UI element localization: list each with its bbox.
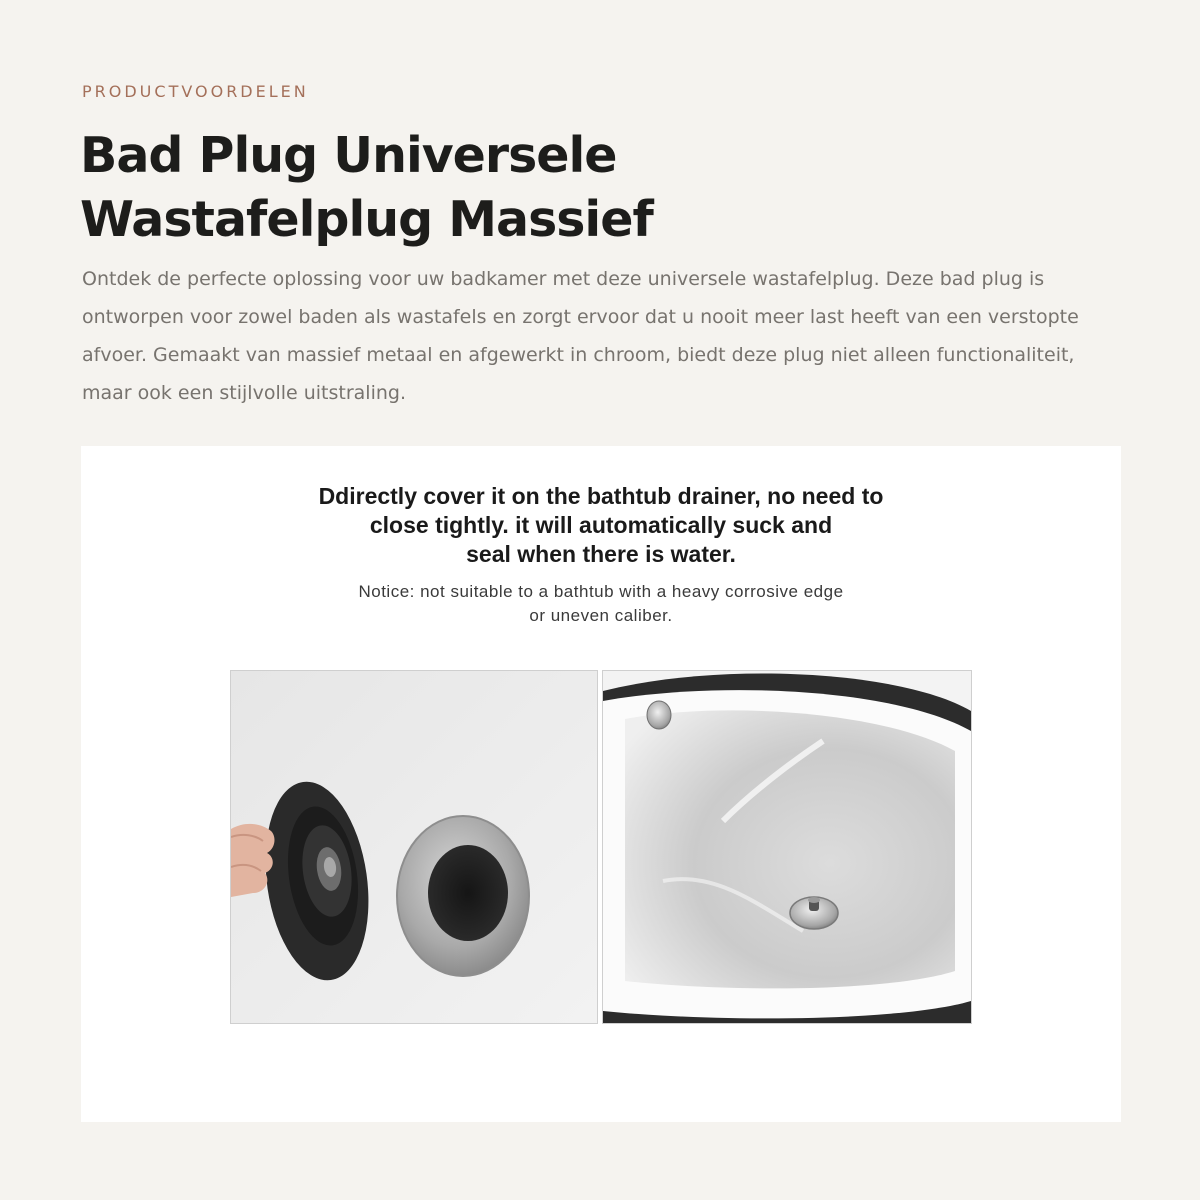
plug-and-drain-photo: [230, 670, 598, 1024]
page-title: [80, 124, 980, 252]
image-headline-line-2: close tightly. it will automatically suck and: [369, 512, 833, 538]
image-notice-line-2: or uneven caliber.: [529, 606, 673, 625]
page-title-line-1: Bad Plug Universele: [80, 127, 617, 184]
section-eyebrow: PRODUCTVOORDELEN: [82, 82, 309, 101]
image-headline-line-1: Ddirectly cover it on the bathtub drainer, no need to: [318, 483, 884, 509]
page-title-line-2: Wastafelplug Massief: [80, 191, 653, 248]
image-notice-line-1: Notice: not suitable to a bathtub with a heavy corrosive edge: [358, 582, 844, 601]
image-headline-line-3: seal when there is water.: [466, 541, 736, 567]
product-description: Ontdek de perfecte oplossing voor uw badkamer met deze universele wastafelplug. Deze bad plug is ontworpen voor zowel baden als wastafels en zorgt ervoor dat u nooit meer last heeft van een verstopte afvoer. Gemaakt van massief metaal en afgewerkt in chroom, biedt deze plug niet alleen functionaliteit, maar ook een stijlvolle uitstraling.: [82, 268, 1079, 404]
installed-plug-icon: [790, 897, 838, 929]
overflow-button-icon: [647, 701, 671, 729]
image-headline: [81, 482, 1121, 569]
drain-ring-icon: [397, 816, 529, 976]
bathtub-photo: [602, 670, 972, 1024]
product-image: [81, 446, 1121, 1122]
image-notice: [81, 580, 1121, 628]
